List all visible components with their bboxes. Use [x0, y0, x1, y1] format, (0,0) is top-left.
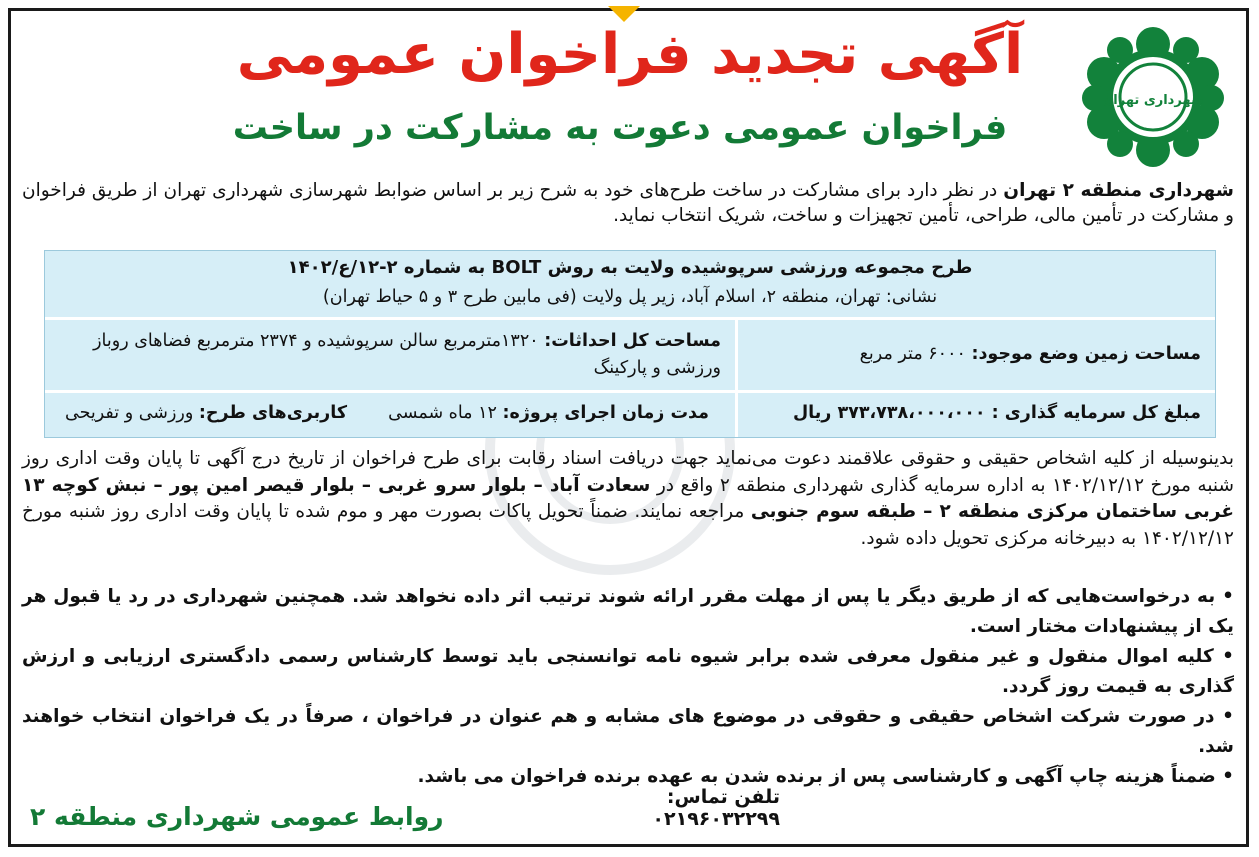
area-row: [45, 320, 1215, 393]
contact-phone: [560, 786, 780, 830]
phone-label: تلفن تماس:: [666, 786, 780, 808]
condition-item: • کلیه اموال منقول و غیر منقول معرفی شده برابر شیوه نامه توانسنجی باید توسط کارشناس رسمی دادگستری ارزیابی و ارزش گذاری به قیمت روز گردد.: [22, 646, 1234, 697]
project-address: نشانی: تهران، منطقه ۲، اسلام آباد، زیر پل ولایت (فی مابین طرح ۳ و ۵ حیاط تهران): [322, 287, 938, 307]
condition-item: • به درخواست‌هایی که از طریق دیگر یا پس از مهلت مقرر ارائه شوند ترتیب اثر داده نخواهد شد. همچنین شهرداری در رد یا قبول هر یک از پیشنهادات مختار است.: [22, 586, 1234, 637]
investment-label: مبلغ کل سرمایه گذاری :: [991, 403, 1201, 423]
land-area-cell: [735, 320, 1215, 390]
intro-text: در نظر دارد برای مشارکت در ساخت طرح‌های خود به شرح زیر بر اساس ضوابط شهرسازی شهرداری تهران از طریق فراخوان و مشارکت در تأمین مالی، طراحی، تأمین تجهیزات و ساخت، شریک انتخاب نماید.: [22, 180, 1234, 226]
built-area-label: مساحت کل احداثات:: [544, 331, 721, 351]
top-notch-marker: [608, 6, 640, 22]
usage-cell: [65, 403, 347, 423]
ad-title: آگهی تجدید فراخوان عمومی: [236, 22, 1024, 87]
office-address: سعادت آباد – بلوار سرو غربی – بلوار قیصر امین پور – نبش کوچه ۱۳ غربی ساختمان مرکزی منطقه ۲ – طبقه سوم جنوبی: [22, 474, 1234, 522]
tehran-municipality-logo: [1082, 22, 1224, 172]
logo-text: شهرداری تهران: [1102, 93, 1204, 108]
finance-row: [45, 393, 1215, 437]
investment-value: ۳۷۳،۷۳۸،۰۰۰،۰۰۰ ریال: [792, 403, 992, 423]
duration-label: مدت زمان اجرای پروژه:: [502, 403, 709, 423]
public-relations-signature: روابط عمومی شهرداری منطقه ۲: [30, 802, 444, 831]
body-text-2: مراجعه نمایند. ضمناً تحویل پاکات بصورت مهر و موم شده تا پایان وقت اداری روز شنبه مورخ ۱۴۰۲/۱۲/۱۲ به دبیرخانه مرکزی تحویل داده شود.: [22, 501, 1234, 549]
org-name: شهرداری منطقه ۲ تهران: [1003, 180, 1234, 201]
conditions-list: [22, 582, 1234, 792]
phone-number: ۰۲۱۹۶۰۳۲۲۹۹: [652, 808, 780, 830]
body-paragraph: [22, 446, 1234, 552]
built-area-value: ۱۳۲۰مترمربع سالن سرپوشیده و ۲۳۷۴ مترمربع فضاهای روباز ورزشی و پارکینگ: [93, 331, 721, 378]
investment-cell: [735, 393, 1215, 437]
duration-value: ۱۲ ماه شمسی: [388, 403, 503, 423]
condition-item: • ضمناً هزینه چاپ آگهی و کارشناسی پس از برنده شدن به عهده برنده فراخوان می باشد.: [417, 766, 1234, 787]
land-area-label: مساحت زمین وضع موجود:: [971, 344, 1201, 364]
project-header-row: [45, 251, 1215, 320]
ad-subtitle: فراخوان عمومی دعوت به مشارکت در ساخت: [232, 108, 1008, 148]
condition-item: • در صورت شرکت اشخاص حقیقی و حقوقی در موضوع های مشابه و هم عنوان در فراخوان ، صرفاً در یک فراخوان انتخاب خواهند شد.: [22, 706, 1234, 757]
body-text-1: بدینوسیله از کلیه اشخاص حقیقی و حقوقی علاقمند دعوت می‌نماید جهت دریافت اسناد رقابت برای طرح فراخوان از تاریخ درج آگهی تا پایان وقت اداری روز شنبه مورخ ۱۴۰۲/۱۲/۱۲ به اداره سرمایه گذاری شهرداری منطقه ۲ واقع در: [22, 448, 1235, 496]
usage-label: کاربری‌های طرح:: [198, 403, 348, 423]
land-area-value: ۶۰۰۰ متر مربع: [859, 344, 972, 364]
duration-cell: [388, 403, 709, 423]
project-title: طرح مجموعه ورزشی سرپوشیده ولایت به روش BOLT به شماره ۲-۱۲/ع/۱۴۰۲: [287, 257, 973, 278]
project-info-box: [44, 250, 1216, 438]
built-area-cell: [45, 320, 733, 390]
intro-paragraph: [22, 178, 1234, 228]
usage-value: ورزشی و تفریحی: [65, 403, 199, 423]
